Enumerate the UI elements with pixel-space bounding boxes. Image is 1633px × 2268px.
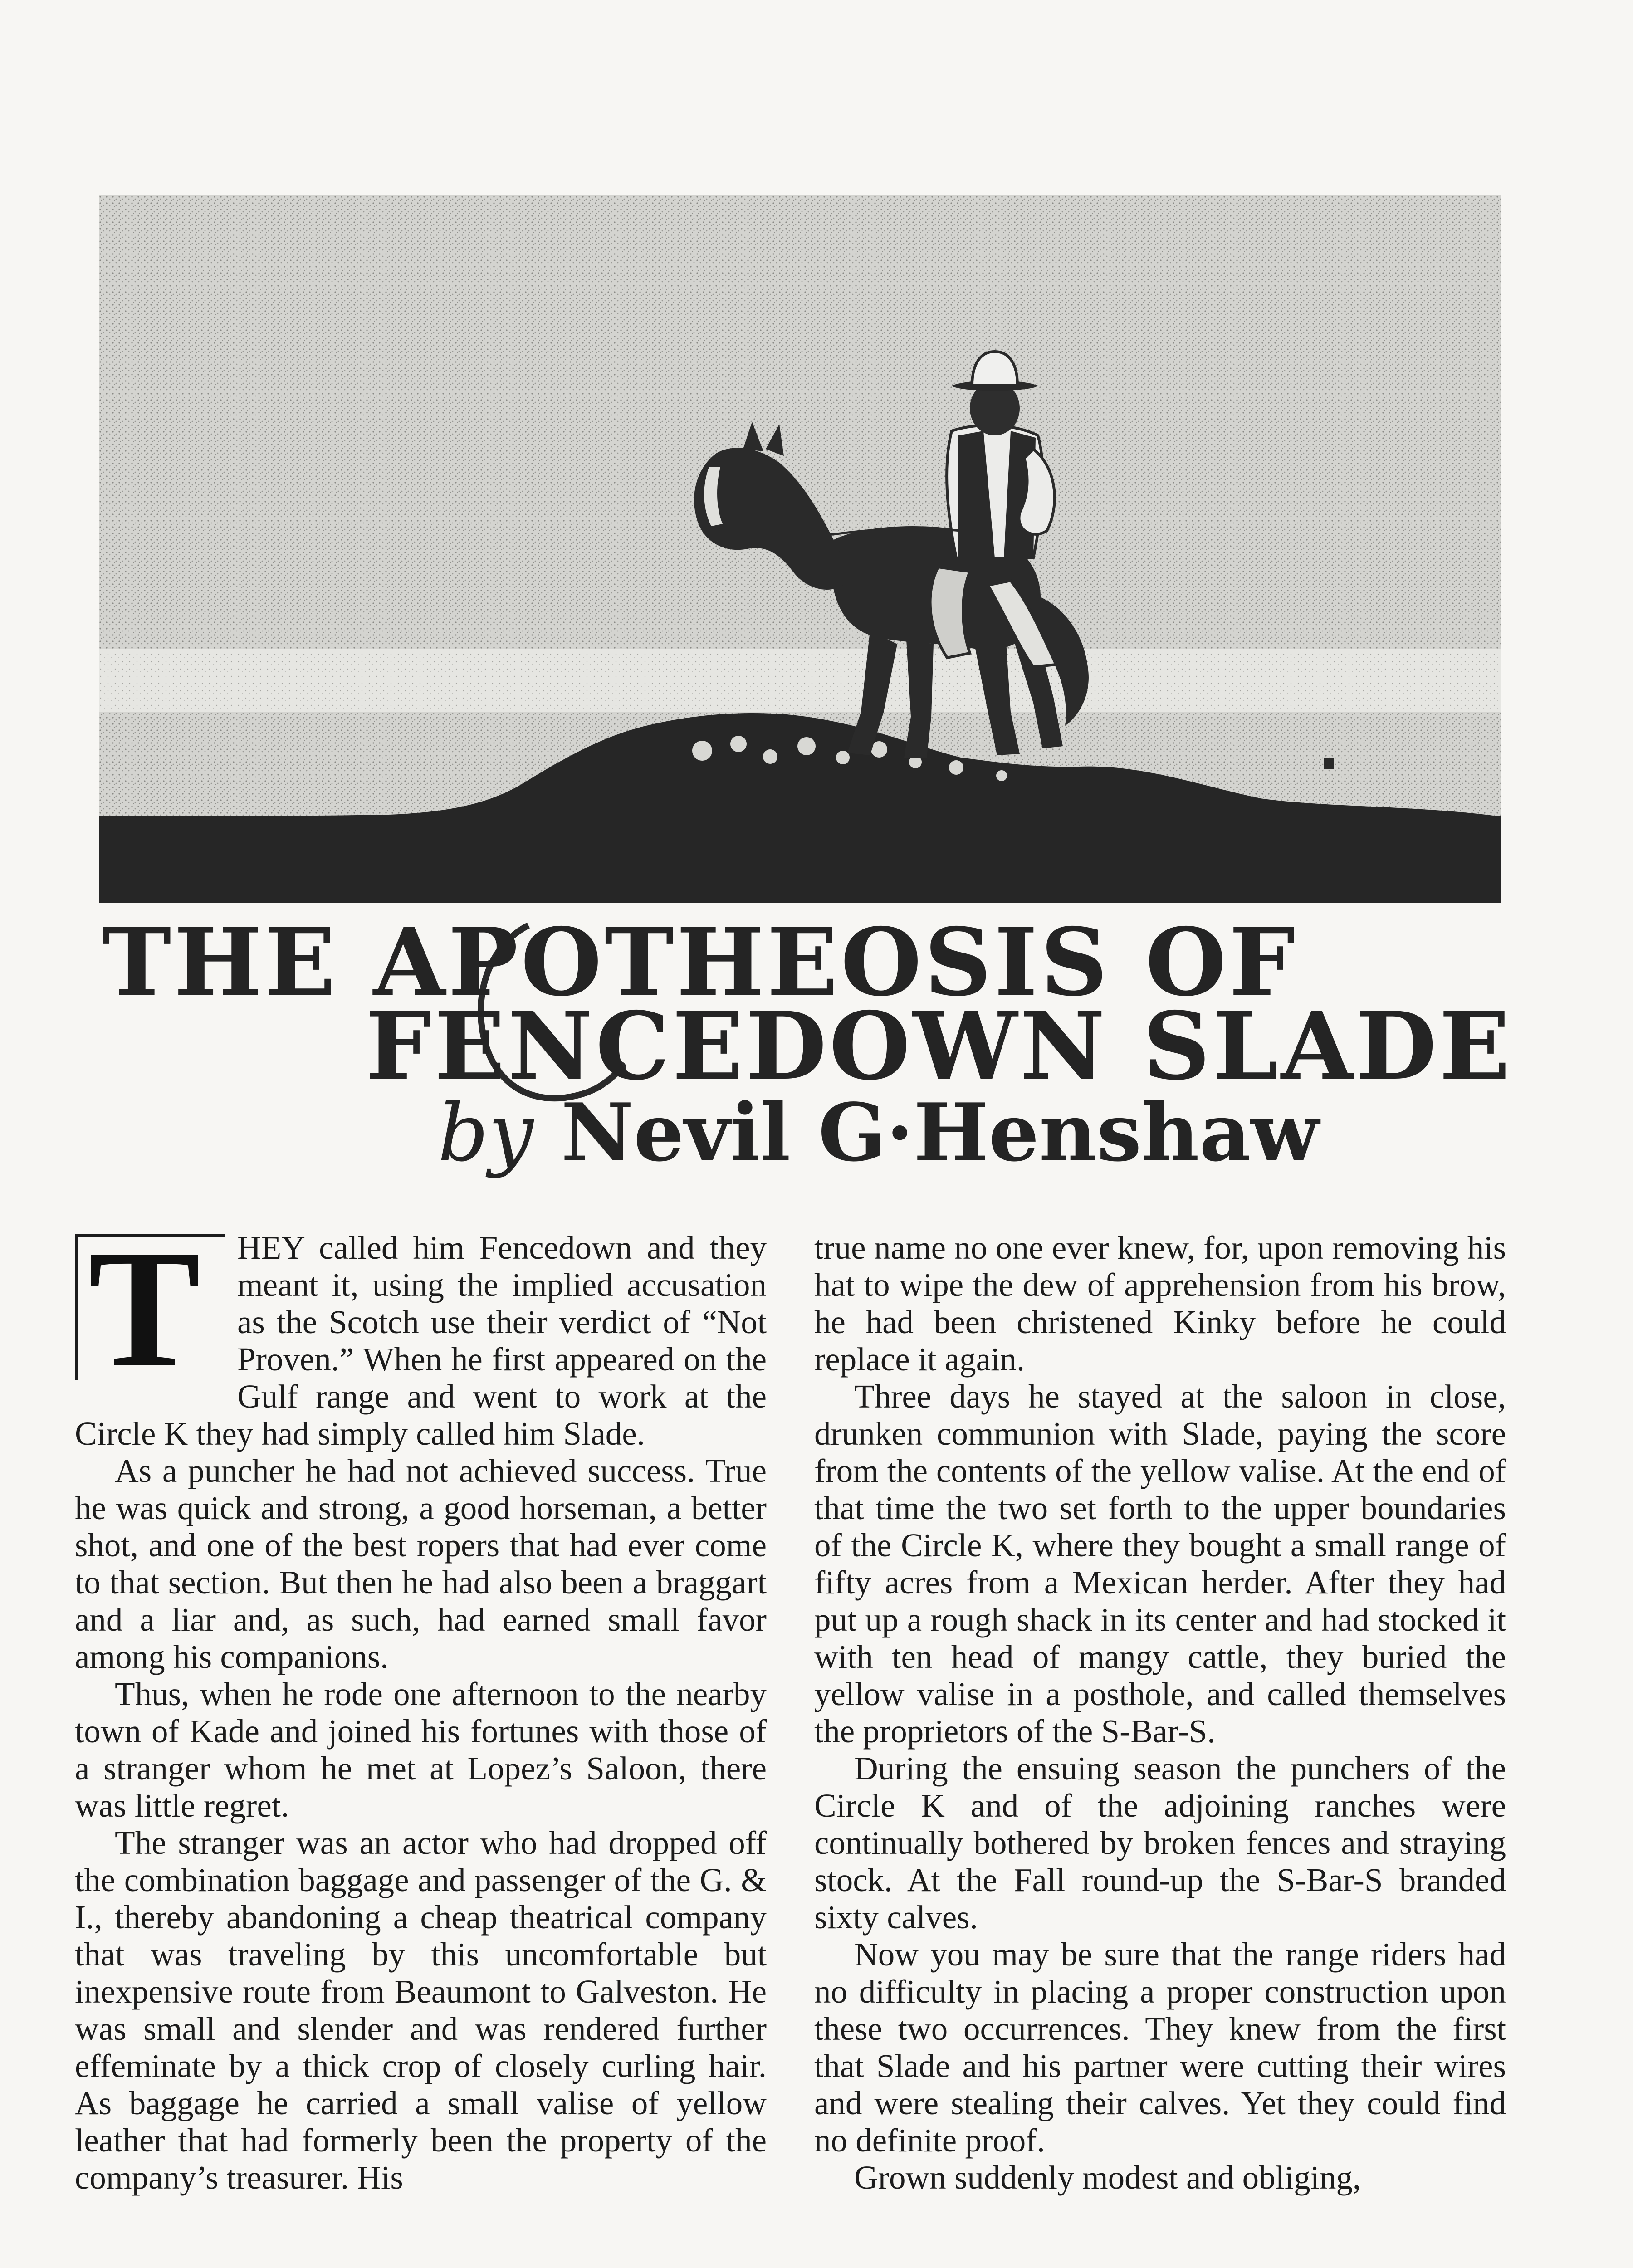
paragraph-text: HEY called him Fencedown and they meant it, using the implied accusation as the Scotch use their verdict of “Not Proven.” When he first appeared on the Gulf range and went to work at the Circle K they had simply called him Slade. [75, 1229, 767, 1452]
paragraph: As a puncher he had not achieved success. True he was quick and strong, a good horseman, a better shot, and one of the best ropers that had ever come to that section. But then he had also been a braggart and a liar and, as such, had earned small favor among his companions. [75, 1452, 767, 1675]
article-title-block [102, 908, 1526, 1179]
header-illustration [99, 195, 1501, 903]
author-name: Nevil G·Henshaw [561, 1086, 1319, 1179]
text-column-right [814, 1229, 1506, 2196]
paragraph: The stranger was an actor who had dropped off the combination baggage and passenger of the G. & I., thereby abandoning a cheap theatrical company that was traveling by this uncomfortable but inexpensive route from Beaumont to Galveston. He was small and slender and was rendered further effeminate by a thick crop of closely curling hair. As baggage he carried a small valise of yellow leather that had formerly been the property of the company’s treasurer. His [75, 1824, 767, 2196]
byline [438, 1086, 1319, 1179]
cowboy-illustration [99, 195, 1501, 903]
drop-cap-letter: T [88, 1216, 200, 1402]
horizon-band [99, 649, 1501, 717]
title-line-1: THE APOTHEOSIS OF [102, 908, 1298, 1017]
paragraph: Now you may be sure that the range riders had no difficulty in placing a proper construction upon these two occurrences. They knew from the first that Slade and his partner were cutting their wires and were stealing their calves. Yet they could find no definite proof. [814, 1936, 1506, 2159]
drop-cap [75, 1216, 225, 1402]
text-column-left [75, 1216, 767, 2196]
paragraph: true name no one ever knew, for, upon removing his hat to wipe the dew of apprehension from his brow, he had been christened Kinky before he could replace it again. [814, 1229, 1506, 1378]
paragraph: Thus, when he rode one afternoon to the nearby town of Kade and joined his fortunes with those of a stranger whom he met at Lopez’s Saloon, there was little regret. [75, 1676, 767, 1824]
paragraph [75, 1216, 767, 1452]
paragraph: Three days he stayed at the saloon in close, drunken communion with Slade, paying the score from the contents of the yellow valise. At the end of that time the two set forth to the upper boundaries of the Circle K, where they bought a small range of fifty acres from a Mexican herder. After they had put up a rough shack in its center and had stocked it with ten head of mangy cattle, they buried the yellow valise in a posthole, and called themselves the proprietors of the S-Bar-S. [814, 1378, 1506, 1750]
byline-by: by [438, 1087, 533, 1179]
paragraph: Grown suddenly modest and obliging, [854, 2159, 1361, 2196]
sky-texture [99, 195, 1501, 653]
paragraph: During the ensuing season the punchers of the Circle K and of the adjoining ranches were continually bothered by broken fences and straying stock. At the Fall round-up the S-Bar-S branded sixty calves. [814, 1750, 1506, 1936]
title-line-2: FENCEDOWN SLADE [365, 992, 1513, 1101]
corner-mark [1324, 758, 1334, 769]
